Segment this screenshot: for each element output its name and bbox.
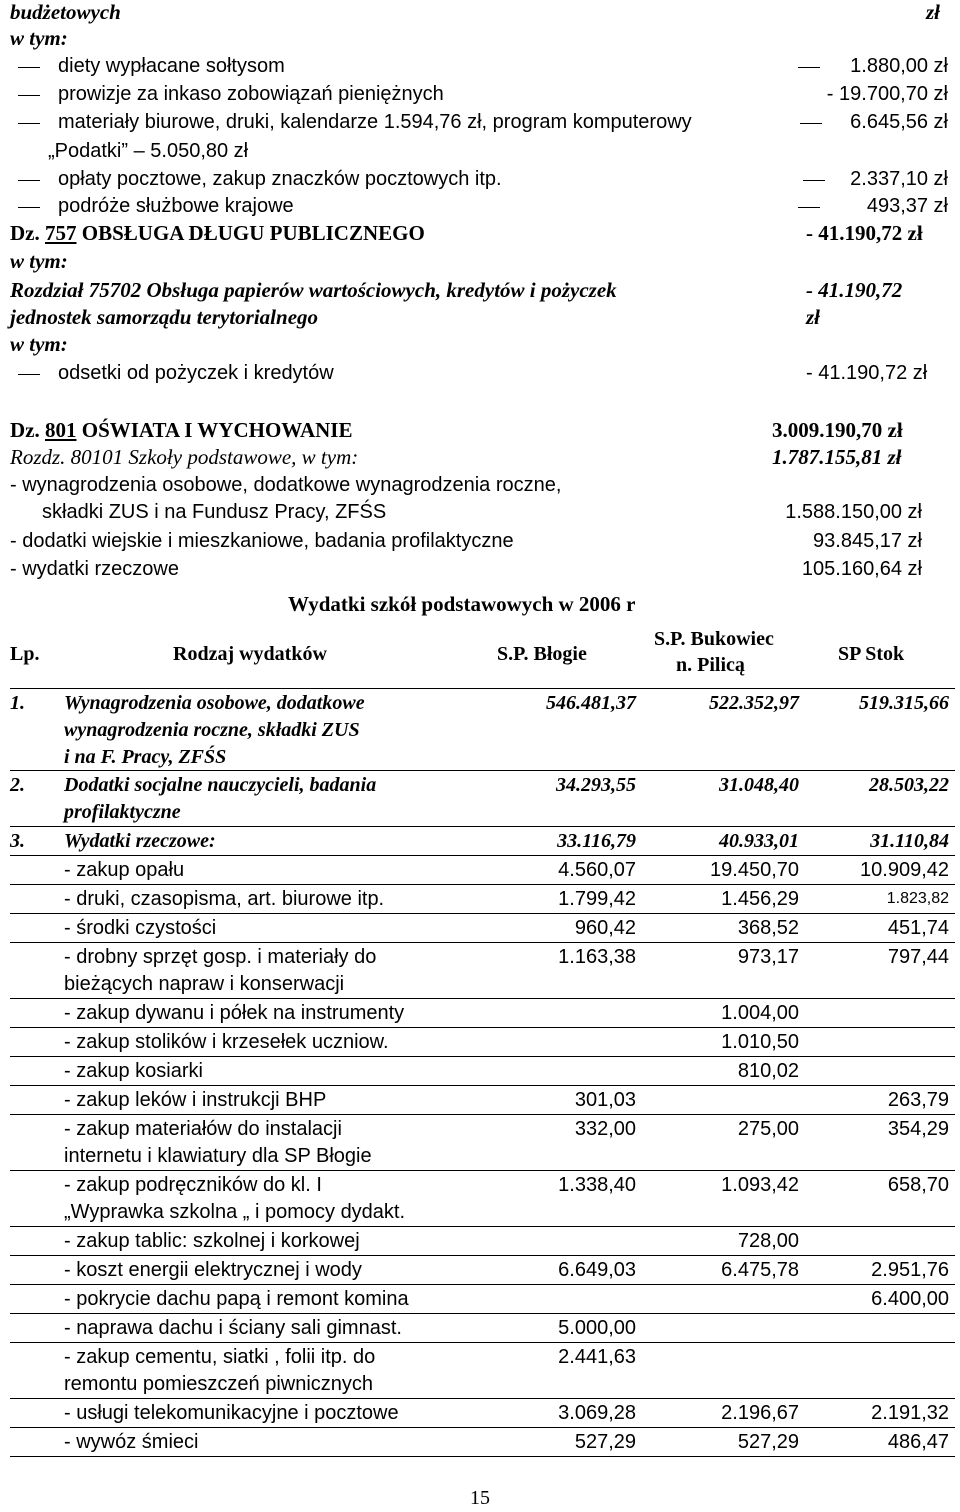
top-item-label: opłaty pocztowe, zakup znaczków pocztowych itp. — [58, 168, 502, 190]
table-rule — [10, 998, 955, 999]
row-label: - środki czystości — [64, 917, 217, 939]
table-rule — [10, 1427, 955, 1428]
table-rule — [10, 1170, 955, 1171]
rozdz-80101-label: Rozdz. 80101 Szkoły podstawowe, w tym: — [10, 445, 359, 469]
header-stok: SP Stok — [838, 643, 905, 665]
top-item-label: prowizje za inkaso zobowiązań pieniężnych — [58, 83, 444, 105]
row-value: 451,74 — [887, 917, 949, 939]
row-label: Wydatki rzeczowe: — [64, 830, 216, 852]
odsetki-label: odsetki od pożyczek i kredytów — [58, 362, 334, 384]
table-rule — [10, 1114, 955, 1115]
header-rodzaj: Rodzaj wydatków — [173, 643, 327, 665]
top-item-value: 6.645,56 zł — [850, 111, 948, 133]
row-label: - drobny sprzęt gosp. i materiały do — [64, 946, 377, 968]
row-value: 2.951,76 — [871, 1259, 949, 1281]
row-label: internetu i klawiatury dla SP Błogie — [64, 1145, 372, 1167]
row-value: 486,47 — [887, 1431, 949, 1453]
row-label: - zakup leków i instrukcji BHP — [64, 1089, 327, 1111]
row-value: 658,70 — [887, 1174, 949, 1196]
table-rule — [10, 1027, 955, 1028]
dash-mark — [803, 180, 825, 181]
row-value: 1.823,82 — [886, 890, 949, 907]
column-guide — [805, 625, 806, 1456]
row-label: - usługi telekomunikacyjne i pocztowe — [64, 1402, 399, 1424]
dash-mark — [18, 95, 40, 96]
table-rule — [10, 884, 955, 885]
row-label: - zakup kosiarki — [64, 1060, 203, 1082]
dz757-name: OBSŁUGA DŁUGU PUBLICZNEGO — [81, 221, 425, 245]
top-item-value: 493,37 zł — [866, 195, 948, 217]
rozdzial-75702-line2: jednostek samorządu terytorialnego — [10, 305, 319, 329]
row-value: 5.000,00 — [558, 1317, 636, 1339]
row-value: 275,00 — [737, 1118, 799, 1140]
row-label: - pokrycie dachu papą i remont komina — [64, 1288, 409, 1310]
table-rule — [10, 688, 955, 689]
dz801-line-value: 93.845,17 zł — [813, 530, 922, 552]
row-label: - zakup stolików i krzesełek uczniow. — [64, 1031, 389, 1053]
row-value: 527,29 — [574, 1431, 636, 1453]
dz757-wtym: w tym: — [10, 249, 68, 273]
row-label: - druki, czasopisma, art. biurowe itp. — [64, 888, 385, 910]
row-value: 6.649,03 — [558, 1259, 636, 1281]
table-rule — [10, 1398, 955, 1399]
top-line1-unit: zł — [926, 0, 941, 24]
top-item-label: „Podatki” – 5.050,80 zł — [48, 140, 249, 162]
row-value: 1.338,40 — [558, 1174, 636, 1196]
row-label: wynagrodzenia roczne, składki ZUS — [64, 719, 360, 741]
header-blogie: S.P. Błogie — [497, 643, 587, 665]
row-label: - naprawa dachu i ściany sali gimnast. — [64, 1317, 402, 1339]
table-rule — [10, 1342, 955, 1343]
dash-mark — [18, 123, 40, 124]
dz757-title — [10, 221, 425, 246]
row-lp: 2. — [10, 774, 25, 796]
table-title: Wydatki szkół podstawowych w 2006 r — [288, 592, 636, 616]
rozdzial-75702-line1: Rozdział 75702 Obsługa papierów wartościowych, kredytów i pożyczek — [10, 278, 617, 302]
top-item-value: - 19.700,70 zł — [826, 83, 948, 105]
wtym-label: w tym: — [10, 26, 68, 50]
row-value: 519.315,66 — [859, 692, 949, 714]
dz801-line-label: składki ZUS i na Fundusz Pracy, ZFŚS — [42, 501, 387, 523]
row-value: 2.191,32 — [871, 1402, 949, 1424]
top-item-value: 1.880,00 zł — [850, 55, 948, 77]
top-item-label: materiały biurowe, druki, kalendarze 1.594,76 zł, program komputerowy — [58, 111, 692, 133]
row-value: 31.048,40 — [719, 774, 799, 796]
table-rule — [10, 855, 955, 856]
row-value: 19.450,70 — [710, 859, 799, 881]
dz801-value: 3.009.190,70 zł — [772, 418, 903, 442]
dz801-title — [10, 418, 352, 443]
row-label: - zakup opału — [64, 859, 185, 881]
row-value: 1.093,42 — [721, 1174, 799, 1196]
row-value: 4.560,07 — [558, 859, 636, 881]
rozdzial-75702-unit: zł — [806, 305, 821, 329]
dz801-line-value: 105.160,64 zł — [801, 558, 922, 580]
header-bukowiec: S.P. Bukowiec — [654, 628, 774, 650]
rozdzial-wtym: w tym: — [10, 332, 68, 356]
row-value: 960,42 — [574, 917, 636, 939]
top-item-label: podróże służbowe krajowe — [58, 195, 294, 217]
row-value: 1.163,38 — [558, 946, 636, 968]
row-value: 546.481,37 — [546, 692, 636, 714]
row-value: 2.196,67 — [721, 1402, 799, 1424]
dz757-prefix: Dz. — [10, 221, 40, 245]
table-rule — [10, 1284, 955, 1285]
header-bukowiec-line2: n. Pilicą — [676, 654, 745, 676]
row-value: 1.010,50 — [721, 1031, 799, 1053]
dash-mark — [798, 207, 820, 208]
row-label: bieżących napraw i konserwacji — [64, 973, 345, 995]
rozdzial-75702-value: - 41.190,72 — [806, 278, 903, 302]
row-value: 3.069,28 — [558, 1402, 636, 1424]
row-lp: 3. — [10, 830, 25, 852]
row-value: 1.799,42 — [558, 888, 636, 910]
row-value: 34.293,55 — [556, 774, 636, 796]
row-label: Wynagrodzenia osobowe, dodatkowe — [64, 692, 365, 714]
column-guide — [642, 625, 643, 1456]
table-rule — [10, 1056, 955, 1057]
table-rule — [10, 826, 955, 827]
dash-mark — [18, 207, 40, 208]
row-value: 354,29 — [887, 1118, 949, 1140]
row-value: 6.400,00 — [871, 1288, 949, 1310]
row-value: 31.110,84 — [870, 830, 949, 852]
table-rule — [10, 770, 955, 771]
top-item-value: 2.337,10 zł — [850, 168, 948, 190]
dash-mark — [18, 67, 40, 68]
row-value: 973,17 — [737, 946, 799, 968]
dash-mark — [800, 123, 822, 124]
row-label: - zakup tablic: szkolnej i korkowej — [64, 1230, 360, 1252]
rozdz-80101-value: 1.787.155,81 zł — [772, 445, 902, 469]
row-value: 728,00 — [737, 1230, 799, 1252]
row-value: 797,44 — [887, 946, 949, 968]
row-value: 28.503,22 — [869, 774, 949, 796]
row-label: Dodatki socjalne nauczycieli, badania — [64, 774, 377, 796]
row-value: 527,29 — [737, 1431, 799, 1453]
table-rule — [10, 1226, 955, 1227]
dz801-line-label: - dodatki wiejskie i mieszkaniowe, badania profilaktyczne — [10, 530, 514, 552]
row-value: 40.933,01 — [719, 830, 799, 852]
table-rule — [10, 1313, 955, 1314]
dz801-prefix: Dz. — [10, 418, 40, 442]
row-label: - koszt energii elektrycznej i wody — [64, 1259, 362, 1281]
row-label: - zakup podręczników do kl. I — [64, 1174, 322, 1196]
page-number: 15 — [470, 1487, 490, 1509]
dash-mark — [18, 374, 40, 375]
row-label: remontu pomieszczeń piwnicznych — [64, 1373, 374, 1395]
row-value: 332,00 — [574, 1118, 636, 1140]
row-value: 810,02 — [737, 1060, 799, 1082]
table-rule — [10, 1255, 955, 1256]
row-value: 1.004,00 — [721, 1002, 799, 1024]
row-lp: 1. — [10, 692, 25, 714]
row-label: profilaktyczne — [64, 801, 181, 823]
dz801-name: OŚWIATA I WYCHOWANIE — [81, 418, 353, 442]
dz801-number: 801 — [45, 418, 77, 442]
top-line1: budżetowych — [10, 0, 121, 24]
dz757-number: 757 — [45, 221, 77, 245]
row-label: - wywóz śmieci — [64, 1431, 199, 1453]
odsetki-value: - 41.190,72 zł — [806, 362, 928, 384]
row-label: i na F. Pracy, ZFŚS — [64, 746, 227, 768]
header-lp: Lp. — [10, 643, 40, 665]
dz801-line-label: - wydatki rzeczowe — [10, 558, 179, 580]
row-value: 2.441,63 — [558, 1346, 636, 1368]
row-value: 33.116,79 — [557, 830, 636, 852]
table-rule — [10, 913, 955, 914]
table-rule — [10, 942, 955, 943]
row-value: 1.456,29 — [721, 888, 799, 910]
row-value: 301,03 — [574, 1089, 636, 1111]
dash-mark — [798, 67, 820, 68]
row-label: - zakup materiałów do instalacji — [64, 1118, 342, 1140]
row-value: 522.352,97 — [709, 692, 799, 714]
table-rule — [10, 1085, 955, 1086]
dz757-value: - 41.190,72 zł — [806, 221, 923, 245]
row-value: 10.909,42 — [860, 859, 949, 881]
top-item-label: diety wypłacane sołtysom — [58, 55, 285, 77]
dz801-line-value: 1.588.150,00 zł — [785, 501, 922, 523]
dz801-line-label: - wynagrodzenia osobowe, dodatkowe wynagrodzenia roczne, — [10, 474, 562, 496]
table-rule — [10, 1456, 955, 1457]
row-label: - zakup dywanu i półek na instrumenty — [64, 1002, 405, 1024]
row-value: 368,52 — [737, 917, 799, 939]
row-label: „Wyprawka szkolna „ i pomocy dydakt. — [64, 1201, 406, 1223]
column-guide — [493, 625, 494, 1456]
dash-mark — [18, 180, 40, 181]
row-value: 263,79 — [887, 1089, 949, 1111]
row-value: 6.475,78 — [721, 1259, 799, 1281]
column-guide — [62, 625, 63, 1456]
row-label: - zakup cementu, siatki , folii itp. do — [64, 1346, 376, 1368]
